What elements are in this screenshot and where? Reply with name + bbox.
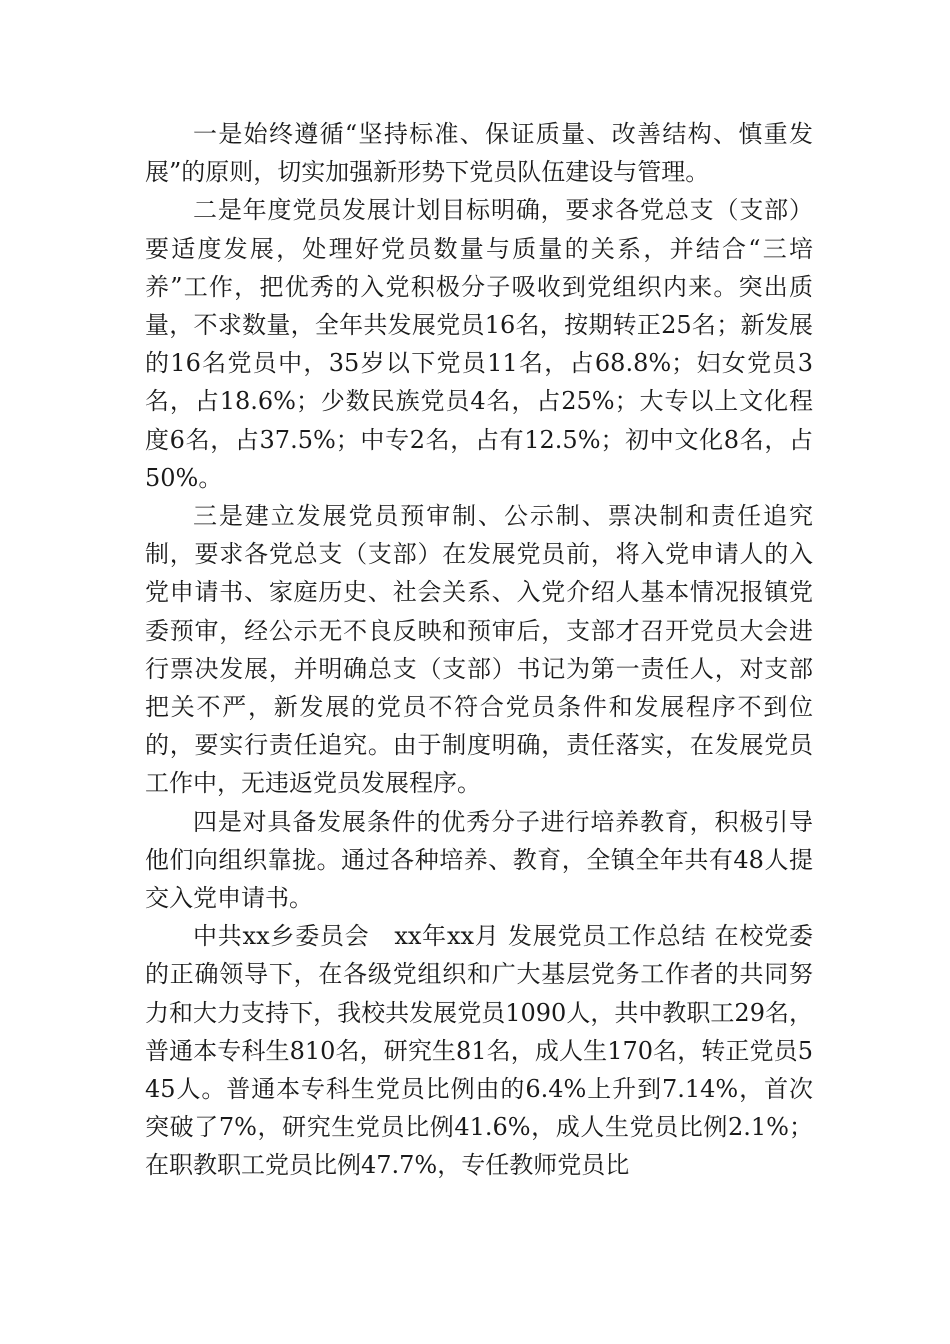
- paragraph-3: 三是建立发展党员预审制、公示制、票决制和责任追究制，要求各党总支（支部）在发展党员前，将入党申请人的入党申请书、家庭历史、社会关系、入党介绍人基本情况报镇党委预审，经公示无不良反映和预审后，支部才召开党员大会进行票决发展，并明确总支（支部）书记为第一责任人，对支部把关不严，新发展的党员不符合党员条件和发展程序不到位的，要实行责任追究。由于制度明确，责任落实，在发展党员工作中，无违返党员发展程序。: [145, 502, 813, 798]
- paragraph-4: 四是对具备发展条件的优秀分子进行培养教育，积极引导他们向组织靠拢。通过各种培养、教育，全镇全年共有48人提交入党申请书。: [145, 807, 813, 913]
- paragraph-5: 中共xx乡委员会 xx年xx月 发展党员工作总结 在校党委的正确领导下，在各级党组织和广大基层党务工作者的共同努力和大力支持下，我校共发展党员1090人，共中教职工29名，普通本专科生810名，研究生81名，成人生170名，转正党员545人。普通本专科生党员比例由的6.4%上升到7.14%，首次突破了7%，研究生党员比例41.6%，成人生党员比例2.1%；在职教职工党员比例47.7%，专任教师党员比: [145, 922, 813, 1180]
- paragraph-1: 一是始终遵循“坚持标准、保证质量、改善结构、慎重发展”的原则，切实加强新形势下党员队伍建设与管理。: [145, 120, 813, 187]
- document-body: [145, 115, 813, 1185]
- paragraph-2: 二是年度党员发展计划目标明确，要求各党总支（支部）要适度发展，处理好党员数量与质量的关系，并结合“三培养”工作，把优秀的入党积极分子吸收到党组织内来。突出质量，不求数量，全年共发展党员16名，按期转正25名；新发展的16名党员中，35岁以下党员11名，占68.8%；妇女党员3名，占18.6%；少数民族党员4名，占25%；大专以上文化程度6名，占37.5%；中专2名，占有12.5%；初中文化8名，占50%。: [145, 196, 813, 492]
